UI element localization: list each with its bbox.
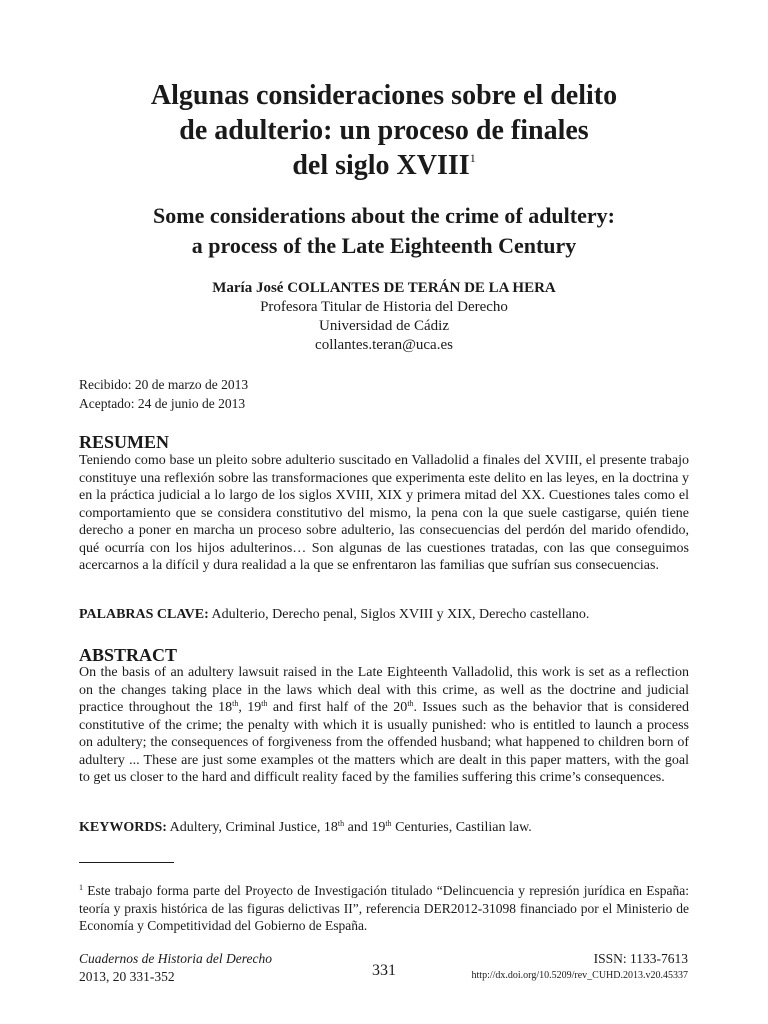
keywords bbox=[79, 819, 689, 837]
abstract-part-3: and first half of the 20 bbox=[267, 700, 408, 715]
keywords-part-2: and 19 bbox=[344, 820, 386, 835]
accepted-date: Aceptado: 24 de junio de 2013 bbox=[79, 396, 246, 411]
footnote-divider bbox=[79, 862, 174, 863]
abstract-part-1: On the basis of an adultery lawsuit raised in the Late Eighteenth Valladolid, this work is set as a reflection on the changes taking place in the laws which deal with this crime, as well as the doctrine and judicial practice throughout the 18 bbox=[79, 665, 689, 715]
title-footnote-marker[interactable]: 1 bbox=[469, 151, 476, 165]
english-title-line-1: Some considerations about the crime of adultery: bbox=[153, 203, 615, 228]
keywords-sup-2: th bbox=[385, 819, 392, 828]
author-name: María José COLLANTES DE TERÁN DE LA HERA bbox=[212, 280, 556, 296]
publication-identifiers bbox=[472, 950, 688, 983]
english-title-line-2: a process of the Late Eighteenth Century bbox=[191, 233, 577, 258]
palabras-clave bbox=[79, 606, 689, 624]
journal-citation bbox=[79, 950, 272, 986]
palabras-clave-label: PALABRAS CLAVE: bbox=[79, 607, 209, 622]
keywords-label: KEYWORDS: bbox=[79, 820, 167, 835]
page-number: 331 bbox=[372, 962, 396, 979]
author-position: Profesora Titular de Historia del Derecho bbox=[260, 299, 508, 315]
spanish-title-line-3 bbox=[60, 148, 708, 183]
footnote-mark: 1 bbox=[79, 883, 83, 892]
doi-link[interactable]: http://dx.doi.org/10.5209/rev_CUHD.2013.v20.45337 bbox=[471, 970, 688, 981]
abstract-sup-2: th bbox=[261, 699, 268, 708]
issn: ISSN: 1133-7613 bbox=[593, 951, 688, 966]
author-block bbox=[60, 279, 708, 355]
author-email[interactable]: collantes.teran@uca.es bbox=[315, 337, 453, 353]
footnote-text: Este trabajo forma parte del Proyecto de Investigación titulado “Delincuencia y represión jurídica en España: teoría y praxis histórica de las figuras delictivas II”, referencia DER2012-31098 financiado por el Ministerio de Economía y Competitividad del Gobierno de España. bbox=[79, 883, 689, 933]
spanish-title-line-3-text: del siglo XVIII bbox=[292, 150, 470, 181]
abstract-part-4: . Issues such as the behavior that is considered constitutive of the crime; the penalty with which it is usually punished: who is entitled to launch a process on adultery; the consequences of forgiveness from the offended husband; what happened to children born of adultery ... These are just some examples ot the matters which are dealt in this paper matters, with the goal to get us closer to the hard and difficult reality faced by the families suffering this crime’s consequences. bbox=[79, 700, 690, 785]
abstract-sup-3: th bbox=[407, 699, 414, 708]
keywords-part-1: Adultery, Criminal Justice, 18 bbox=[169, 820, 338, 835]
keywords-part-3: Centuries, Castilian law. bbox=[391, 820, 532, 835]
journal-issue: 2013, 20 331-352 bbox=[79, 969, 175, 984]
received-date: Recibido: 20 de marzo de 2013 bbox=[79, 377, 249, 392]
footnote bbox=[79, 882, 689, 935]
resumen-paragraph: Teniendo como base un pleito sobre adulterio suscitado en Valladolid a finales del XVIII, el presente trabajo constituye una reflexión sobre las transformaciones que experimenta este delito en las leyes, en la doctrina y en la práctica judicial a lo largo de los siglos XVIII, XIX y primera mitad del XX. Cuestiones tales como el comportamiento que se considera constitutivo del mismo, la pena con la que suele castigarse, quién tiene derecho a poner en marcha un proceso sobre adulterio, las consecuencias del perdón del marido ofendido, qué ocurría con los hijos adulterinos… Son algunas de las cuestiones tratadas, con las que conseguimos acercarnos a la difícil y dura realidad a la que se enfrentaron las familias que sufrían sus consecuencias. bbox=[79, 453, 689, 573]
journal-name: Cuadernos de Historia del Derecho bbox=[79, 951, 272, 966]
english-title bbox=[60, 201, 708, 261]
spanish-title-line-1: Algunas consideraciones sobre el delito bbox=[150, 80, 618, 111]
abstract-paragraph bbox=[79, 664, 689, 787]
spanish-title-line-2: de adulterio: un proceso de finales bbox=[179, 115, 589, 146]
abstract-part-2: , 19 bbox=[238, 700, 262, 715]
submission-dates bbox=[79, 375, 248, 413]
abstract-heading: ABSTRACT bbox=[79, 645, 178, 665]
spanish-title bbox=[60, 78, 708, 183]
abstract-sup-1: th bbox=[232, 699, 239, 708]
palabras-clave-text: Adulterio, Derecho penal, Siglos XVIII y XIX, Derecho castellano. bbox=[211, 607, 590, 622]
keywords-sup-1: th bbox=[337, 819, 345, 828]
resumen-heading: RESUMEN bbox=[79, 432, 170, 452]
author-university: Universidad de Cádiz bbox=[319, 318, 449, 334]
